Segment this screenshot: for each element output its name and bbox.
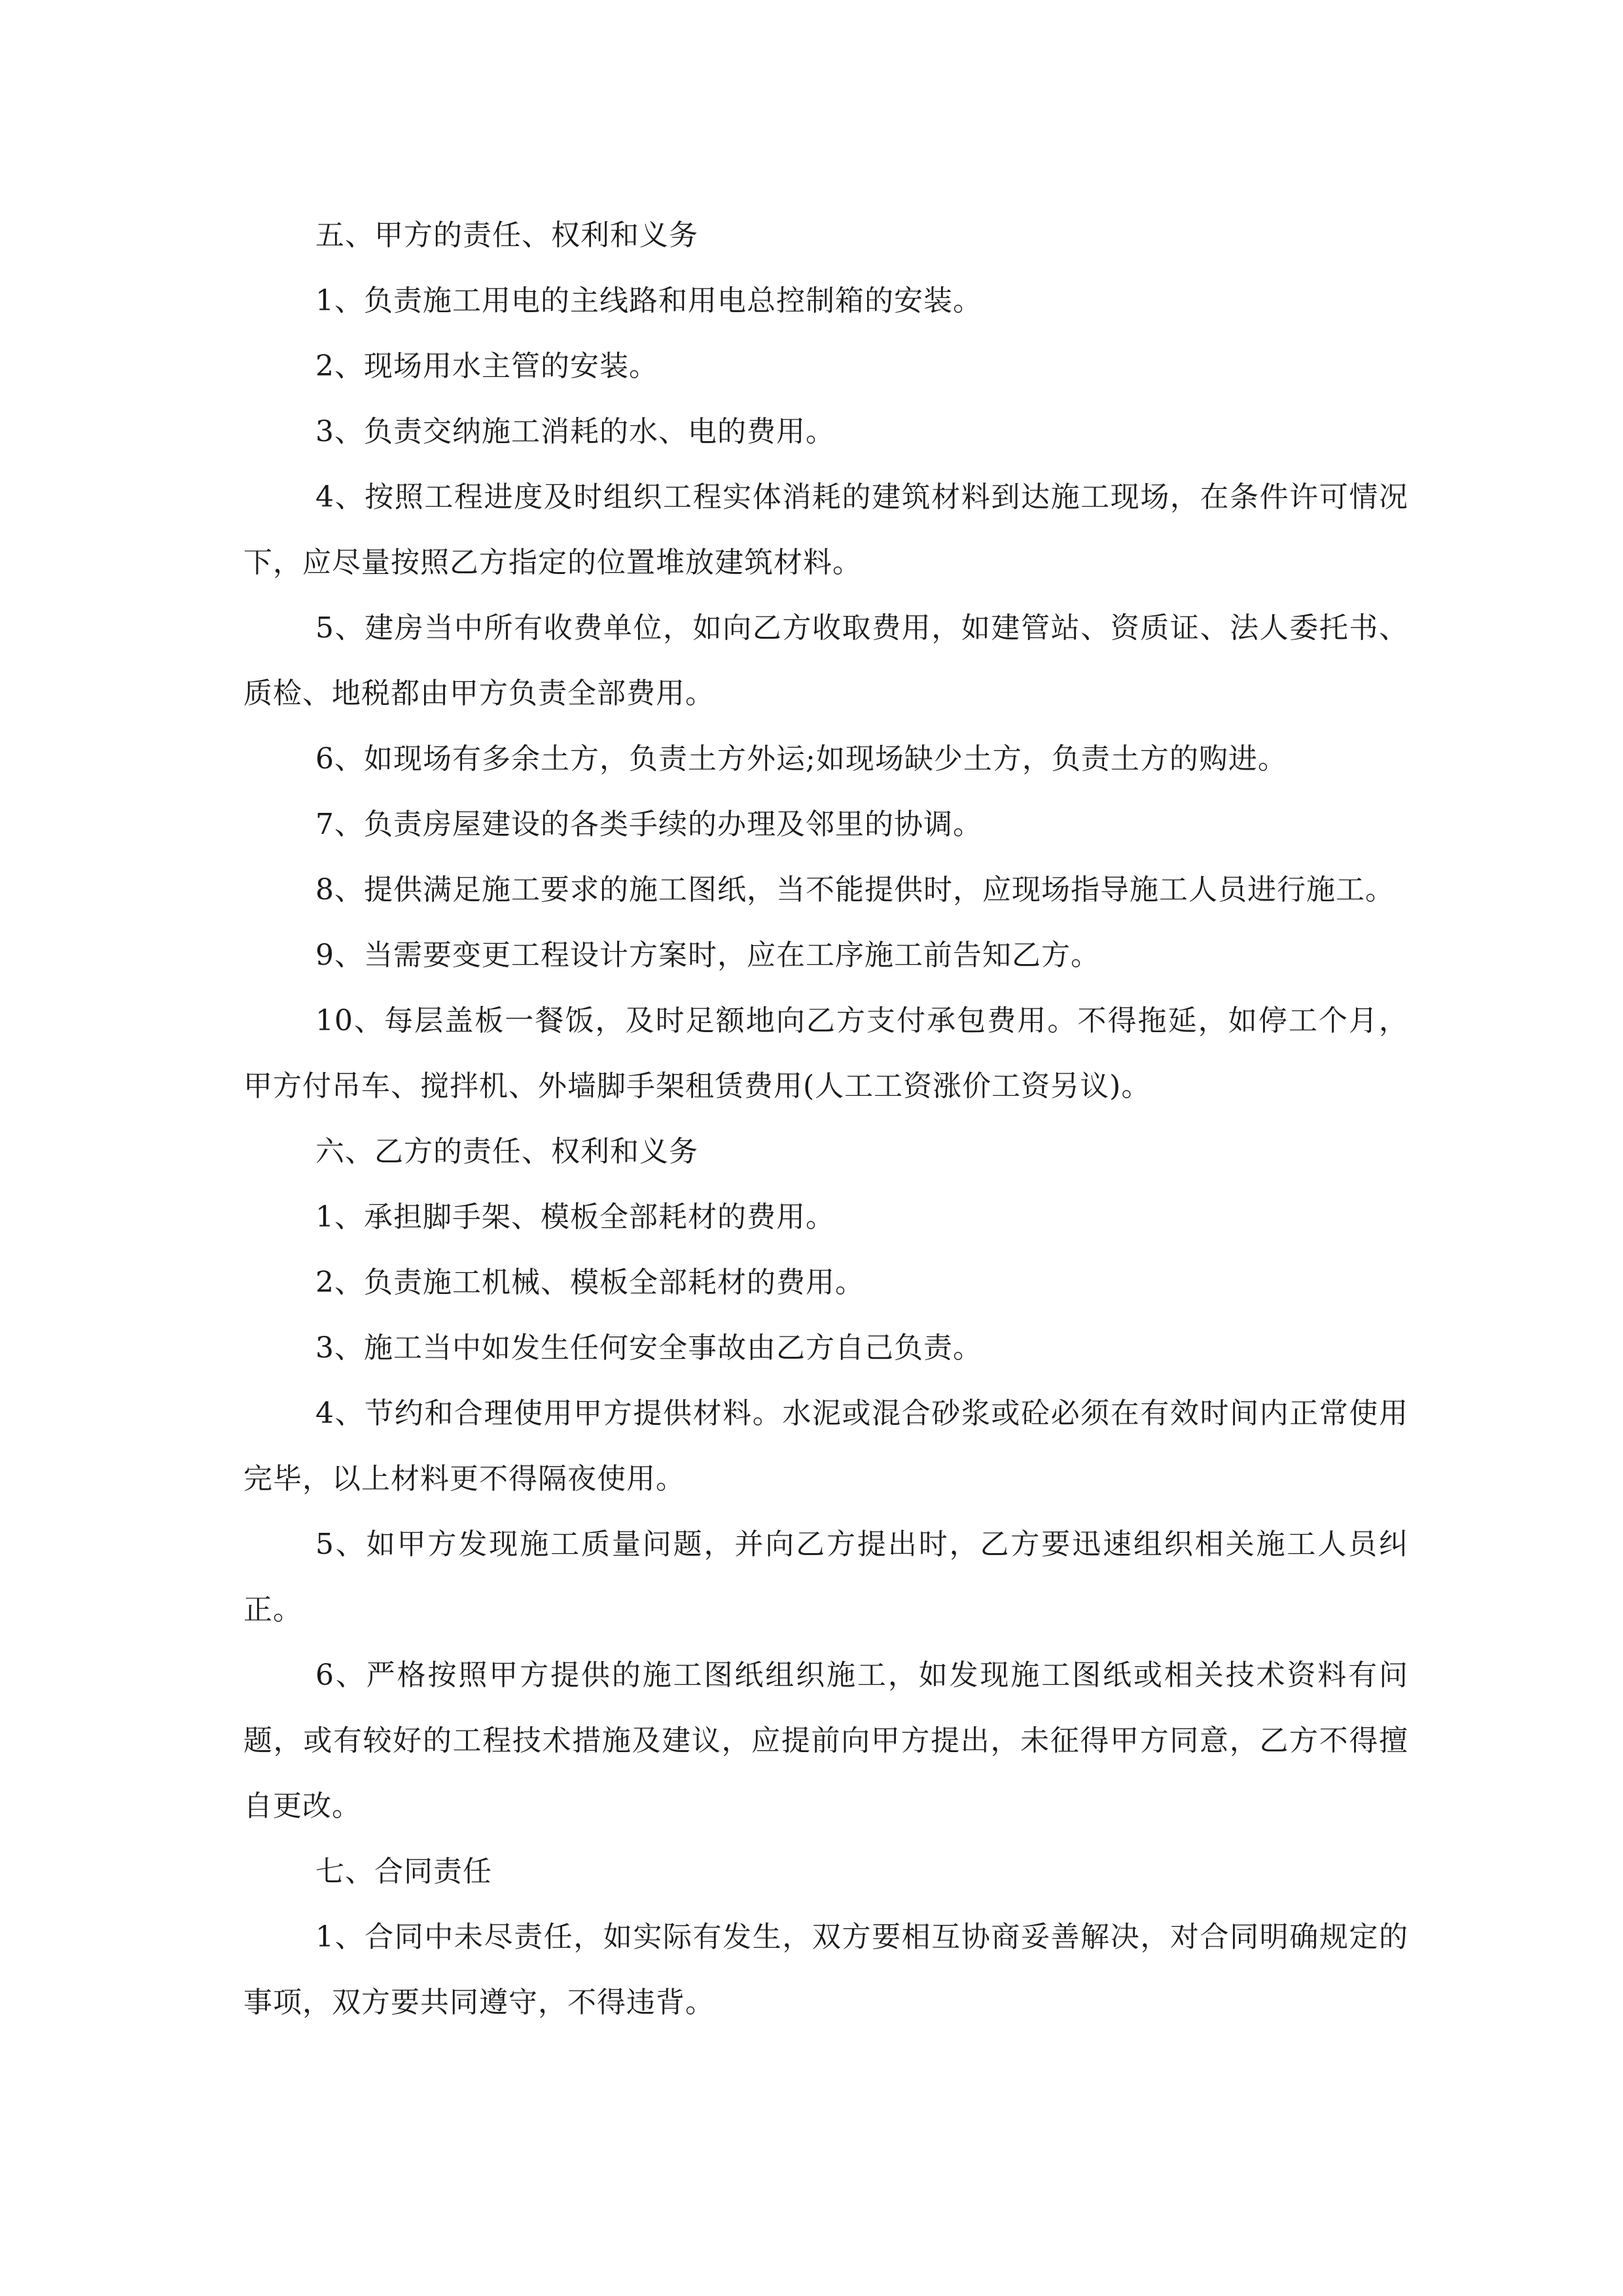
clause-b-6: 6、严格按照甲方提供的施工图纸组织施工，如发现施工图纸或相关技术资料有问题，或有较好的工程技术措施及建议，应提前向甲方提出，未征得甲方同意，乙方不得擅自更改。: [243, 1659, 1408, 1823]
section-heading-party-a: 五、甲方的责任、权利和义务: [315, 219, 698, 252]
clause-b-1: 1、承担脚手架、模板全部耗材的费用。: [315, 1200, 835, 1234]
clause-a-5: 5、建房当中所有收费单位，如向乙方收取费用，如建管站、资质证、法人委托书、质检、地税都由甲方负责全部费用。: [243, 611, 1408, 710]
clause-a-8: 8、提供满足施工要求的施工图纸，当不能提供时，应现场指导施工人员进行施工。: [315, 873, 1395, 906]
clause-a-3: 3、负责交纳施工消耗的水、电的费用。: [315, 415, 835, 448]
clause-a-4: 4、按照工程进度及时组织工程实体消耗的建筑材料到达施工现场，在条件许可情况下，应尽量按照乙方指定的位置堆放建筑材料。: [243, 480, 1408, 579]
clause-a-10: 10、每层盖板一餐饭，及时足额地向乙方支付承包费用。不得拖延，如停工个月，甲方付吊车、搅拌机、外墙脚手架租赁费用(人工工资涨价工资另议)。: [243, 1004, 1408, 1103]
clause-a-7: 7、负责房屋建设的各类手续的办理及邻里的协调。: [315, 808, 982, 841]
clause-c-1: 1、合同中未尽责任，如实际有发生，双方要相互协商妥善解决，对合同明确规定的事项，双方要共同遵守，不得违背。: [243, 1920, 1408, 2019]
clause-b-2: 2、负责施工机械、模板全部耗材的费用。: [315, 1266, 865, 1299]
clause-b-3: 3、施工当中如发生任何安全事故由乙方自己负责。: [315, 1331, 982, 1365]
clause-b-4: 4、节约和合理使用甲方提供材料。水泥或混合砂浆或砼必须在有效时间内正常使用完毕，以上材料更不得隔夜使用。: [243, 1397, 1408, 1496]
clause-a-2: 2、现场用水主管的安装。: [315, 350, 658, 383]
section-heading-party-b: 六、乙方的责任、权利和义务: [315, 1135, 698, 1168]
document-body: [243, 203, 1408, 2036]
clause-a-1: 1、负责施工用电的主线路和用电总控制箱的安装。: [315, 284, 982, 317]
section-heading-contract: 七、合同责任: [315, 1855, 492, 1888]
clause-b-5: 5、如甲方发现施工质量问题，并向乙方提出时，乙方要迅速组织相关施工人员纠正。: [243, 1528, 1408, 1626]
clause-a-9: 9、当需要变更工程设计方案时，应在工序施工前告知乙方。: [315, 939, 1100, 972]
clause-a-6: 6、如现场有多余土方，负责土方外运;如现场缺少土方，负责土方的购进。: [315, 742, 1287, 776]
